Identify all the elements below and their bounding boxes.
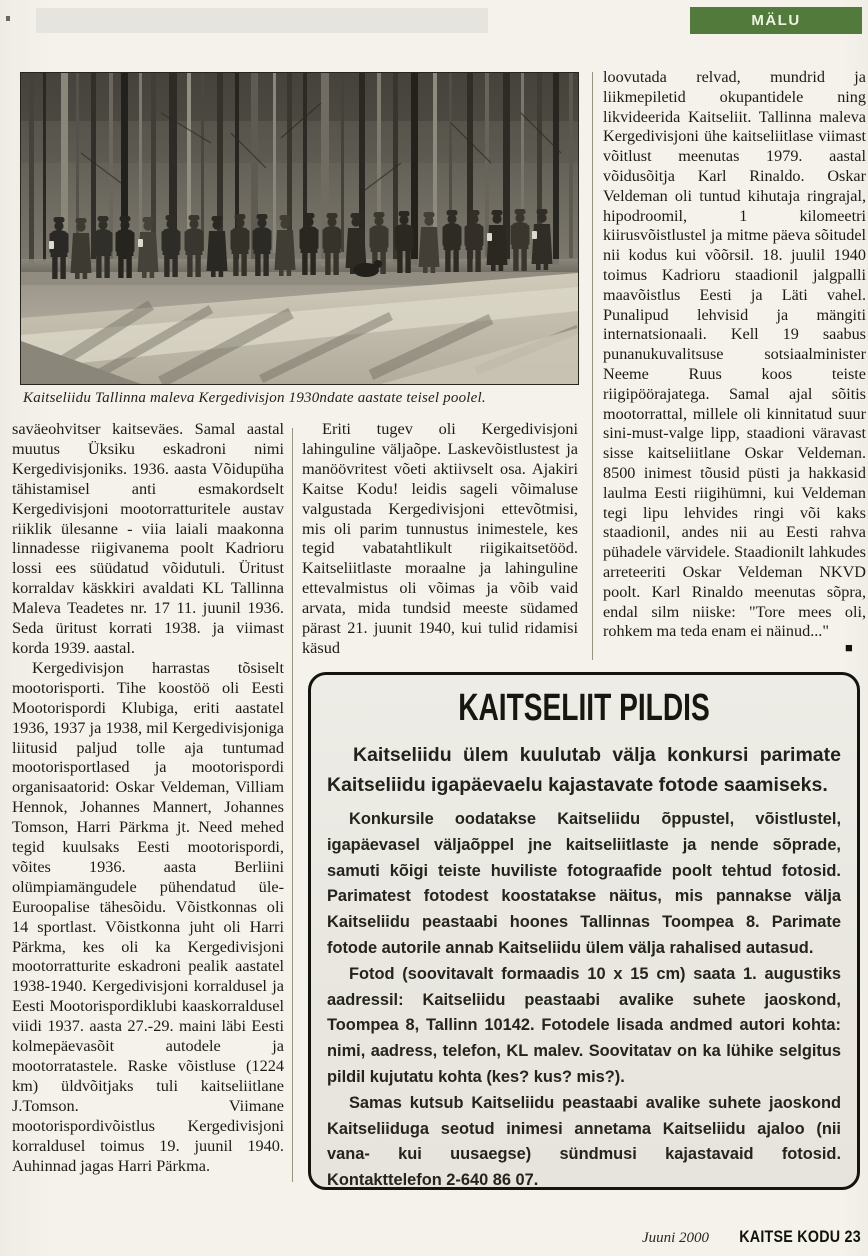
notice-box-title: KAITSELIIT PILDIS — [458, 687, 710, 729]
section-label: MÄLU — [751, 12, 801, 29]
article-paragraph: saväeohvitser kaitseväes. Samal aastal muutus Üksiku eskadroni nimi Kergedivisjoniks. 1936. aasta Võidupüha tähistamisel anti esmakordselt Kergedivisjoni mootorratturitele austav riiklik ülesanne - viia laiali maakonna linnadesse riigivanema poolt Kadrioru lossi ees süüdatud võidutuli. Üritust korraldav käskkiri avaldati KL Tallinna Maleva Teadetes nr. 17 11. juunil 1936. Seda üritust korrati 1938. ja viimast korda 1939. aastal. — [12, 419, 284, 657]
article-paragraph: Kergedivisjon harrastas tõsiselt mootorisporti. Tihe koostöö oli Eesti Mootorispordi Klubiga, eriti aastatel 1936, 1937 ja 1938, mil Kergedivisjoniga liitusid paljud tolle aja tuntumad mootorisportlased ja mootorispordi organisaatorid: Oskar Veldeman, Villiam Hennok, Johannes Mannert, Johannes Tomson, Harri Pärkma jt. Need mehed tegid kuulsaks Eesti mootorispordi, võites 1936. aasta Berliini olümpiamängudele pühendatud üle-Euroopalise tähesõidu. Võistkonnas oli 14 sportlast. Võistkonna juht oli Harri Pärkma, kes oli ka Kergedivisjoni mootorratturite eskadroni pealik aastatel 1938-1940. Kergedivisjoni korraldusel ja Eesti Mootorispordiklubi kaaskorraldusel viidi 1937. aasta 27.-29. maini läbi Eesti kolmepäevasõit autodele ja mootorratastele. Raske võistluse (1224 km) üldvõitjaks tuli kaitseliitlane J.Tomson. Viimane mootorispordivõistlus Kergedivisjoni korraldusel toimus 19. juunil 1940. Auhinnad jagas Harri Pärkma. — [12, 657, 284, 1175]
faded-header-placeholder — [36, 8, 488, 33]
article-column-2 — [302, 419, 578, 665]
section-tab — [690, 7, 862, 34]
page-footer — [642, 1227, 861, 1247]
column-divider-2 — [592, 72, 593, 660]
article-paragraph: Eriti tugev oli Kergedivisjoni lahinguline väljaõpe. Laskevõistlustest ja manöövritest võeti aktiivselt osa. Ajakiri Kaitse Kodu! leidis sageli võimaluse valgustada Kergedivisjoni ettevõtmisi, mis oli parim tunnustus inimestele, kes tegid vabatahtlikult riigikaitsetööd. Kaitseliitlaste moraalne ja lahinguline ettevalmistus oli võimas ja võib vaid arvata, mida tundsid meeste südamed pärast 21. juunit 1940, kui tulid ridamisi käsud — [302, 419, 578, 657]
article-column-1 — [12, 419, 284, 1201]
footer-magazine-title: KAITSE KODU — [739, 1227, 841, 1246]
notice-box-paragraph: Samas kutsub Kaitseliidu peastaabi avalike suhete jaoskond Kaitseliiduga seotud inimesi annetama Kaitseliidu ajaloo (nii vana- kui uusaegse) sündmusi kajastavaid fotosid. Kontakttelefon 2-640 86 07. — [327, 1093, 841, 1190]
footer-page-number: 23 — [844, 1227, 861, 1246]
end-of-article-marker: ■ — [845, 640, 853, 655]
notice-box-lead: Kaitseliidu ülem kuulutab välja konkursi parimate Kaitseliidu igapäevaelu kajastavate fotode saamiseks. — [327, 744, 841, 796]
notice-box-paragraph: Konkursile oodatakse Kaitseliidu õppustel, võistlustel, igapäevasel väljaõppel jne kaitseliitlaste ja nende sõprade, samuti kõigi teiste huviliste fotograafide poolt tehtud fotosid. Parimatest fotodest koostatakse näitus, mis pannakse välja Kaitseliidu peastaabi hoones Tallinnas Toompea 8. Parimate fotode autorile annab Kaitseliidu ülem välja rahalised autasud. — [327, 810, 841, 957]
article-column-3 — [603, 68, 866, 664]
footer-magazine — [739, 1227, 861, 1247]
photo-caption: Kaitseliidu Tallinna maleva Kergedivisjon 1930ndate aastate teisel poolel. — [23, 390, 486, 406]
article-paragraph: loovutada relvad, mundrid ja liikmepiletid okupantidele ning likvideerida Kaitseliit. Tallinna maleva Kergedivisjoni ühe kaitseliitlase viimast võitlust meenutas 1979. aastal võidusõitja Karl Rinaldo. Oskar Veldeman oli tuntud kihutaja ringrajal, hipodroomil, 1 kilomeetri kiirusvõistlustel ja mitme päeva sõitudel nii kodus kui võõrsil. 18. juulil 1940 toimus Kadrioru staadionil jalgpalli maavõistlus Eesti ja Läti vahel. Punalipud lehvisid ja mängiti internatsionaali. Kell 19 saabus punanukuvalitsuse sotsiaalminister Neeme Ruus koos teiste riigipöörajatega. Samal ajal sõitis mootorrattal, millele oli kinnitatud suur sini-must-valge lipp, staadioni väravast sisse kaitseliitlane Oskar Veldeman. 8500 inimest tõusid püsti ja hakkasid laulma Eesti riigihümni, kui Veldeman tegi lipu lehvides ringi või kaks staadionil, andes nii au Eesti rahva pühadele värvidele. Staadionilt lahkudes arreteeriti Oskar Veldeman NKVD poolt. Karl Rinaldo meenutas sõpra, endal silm niiske: "Tore mees oli, rohkem ma teda enam ei näinud..." — [603, 68, 866, 641]
print-mark — [6, 16, 10, 21]
notice-box — [308, 672, 860, 1190]
soldiers-forest-photo — [21, 73, 578, 384]
column-divider-1 — [292, 428, 293, 1182]
article-photo-frame — [20, 72, 579, 385]
footer-issue: Juuni 2000 — [641, 1230, 710, 1246]
notice-box-paragraph: Fotod (soovitavalt formaadis 10 x 15 cm) saata 1. augustiks aadressil: Kaitseliidu peastaabi avalike suhete jaoskond, Toompea 8, Tallinn 10142. Fotodele lisada andmed autori kohta: nimi, aadress, telefon, KL malev. Soovitatav on ka lühike selgitus pildil kujutatu kohta (kes? kus? mis?). — [327, 964, 841, 1086]
